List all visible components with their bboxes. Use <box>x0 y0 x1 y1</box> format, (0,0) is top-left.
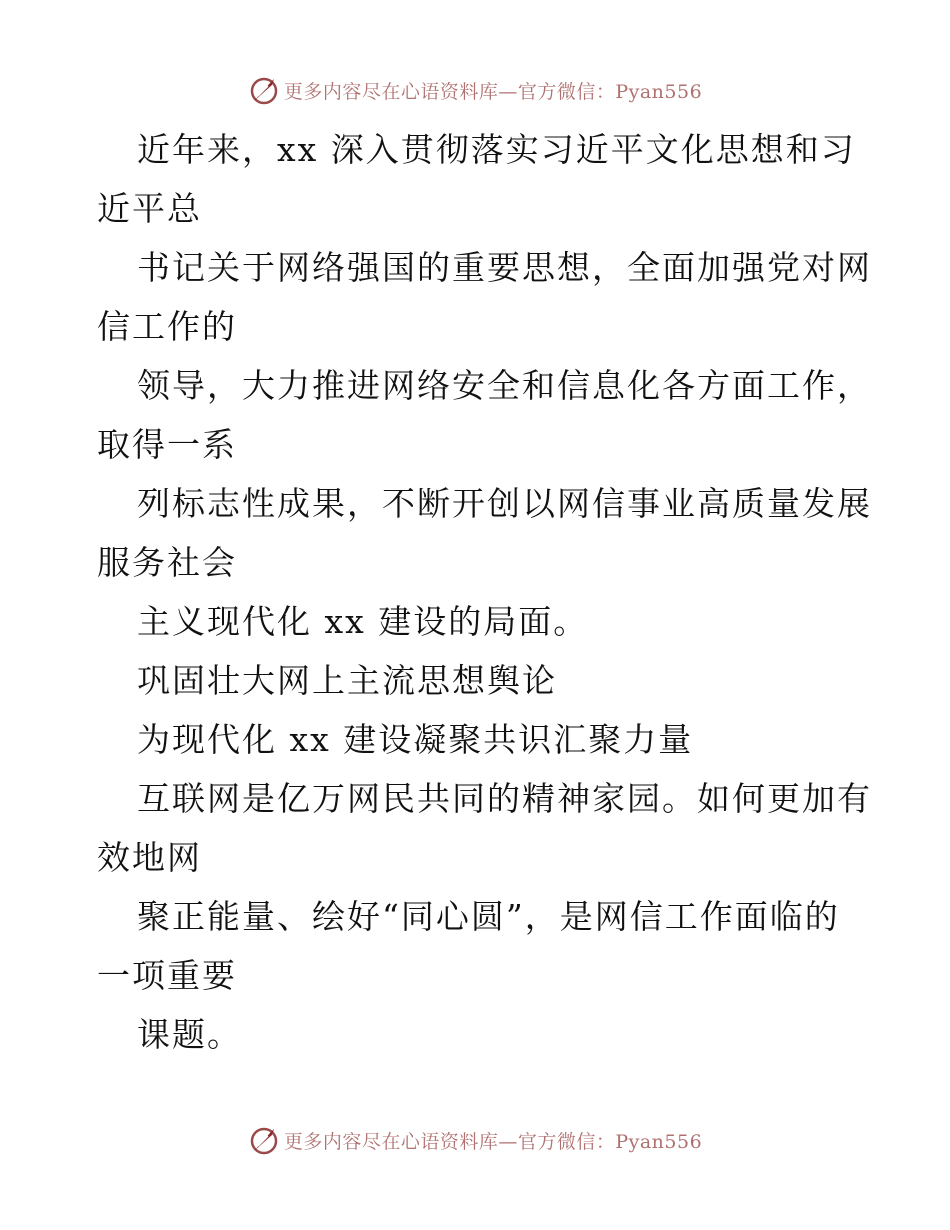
footer-banner <box>0 1120 950 1160</box>
paragraph-line: 近平总 <box>97 189 202 228</box>
paragraph-line: 课题。 <box>137 1015 242 1054</box>
paragraph-line: 信工作的 <box>97 307 237 346</box>
header-banner-text: 更多内容尽在心语资料库—官方微信：Pyan556 <box>283 80 703 103</box>
header-banner <box>0 70 950 110</box>
footer-banner-text: 更多内容尽在心语资料库—官方微信：Pyan556 <box>283 1130 703 1153</box>
paragraph-line: 互联网是亿万网民共同的精神家园。如何更加有 <box>137 779 872 818</box>
paragraph-line: 近年来，xx 深入贯彻落实习近平文化思想和习 <box>137 130 856 169</box>
section-heading-line: 为现代化 xx 建设凝聚共识汇聚力量 <box>137 720 694 759</box>
paragraph-line: 书记关于网络强国的重要思想，全面加强党对网 <box>137 248 872 287</box>
section-heading-line: 巩固壮大网上主流思想舆论 <box>137 661 557 700</box>
paragraph-line: 一项重要 <box>97 956 237 995</box>
paragraph-line: 效地网 <box>97 838 202 877</box>
paragraph-line: 服务社会 <box>97 543 237 582</box>
paragraph-line: 取得一系 <box>97 425 237 464</box>
quill-circle-logo-icon <box>248 1124 280 1156</box>
paragraph-line: 列标志性成果，不断开创以网信事业高质量发展 <box>137 484 872 523</box>
paragraph-line: 主义现代化 xx 建设的局面。 <box>137 602 589 641</box>
paragraph-line: 聚正能量、绘好“同心圆”，是网信工作面临的 <box>137 897 840 936</box>
paragraph-line: 领导，大力推进网络安全和信息化各方面工作， <box>137 366 872 405</box>
quill-circle-logo-icon <box>248 74 280 106</box>
document-body <box>97 120 872 1064</box>
